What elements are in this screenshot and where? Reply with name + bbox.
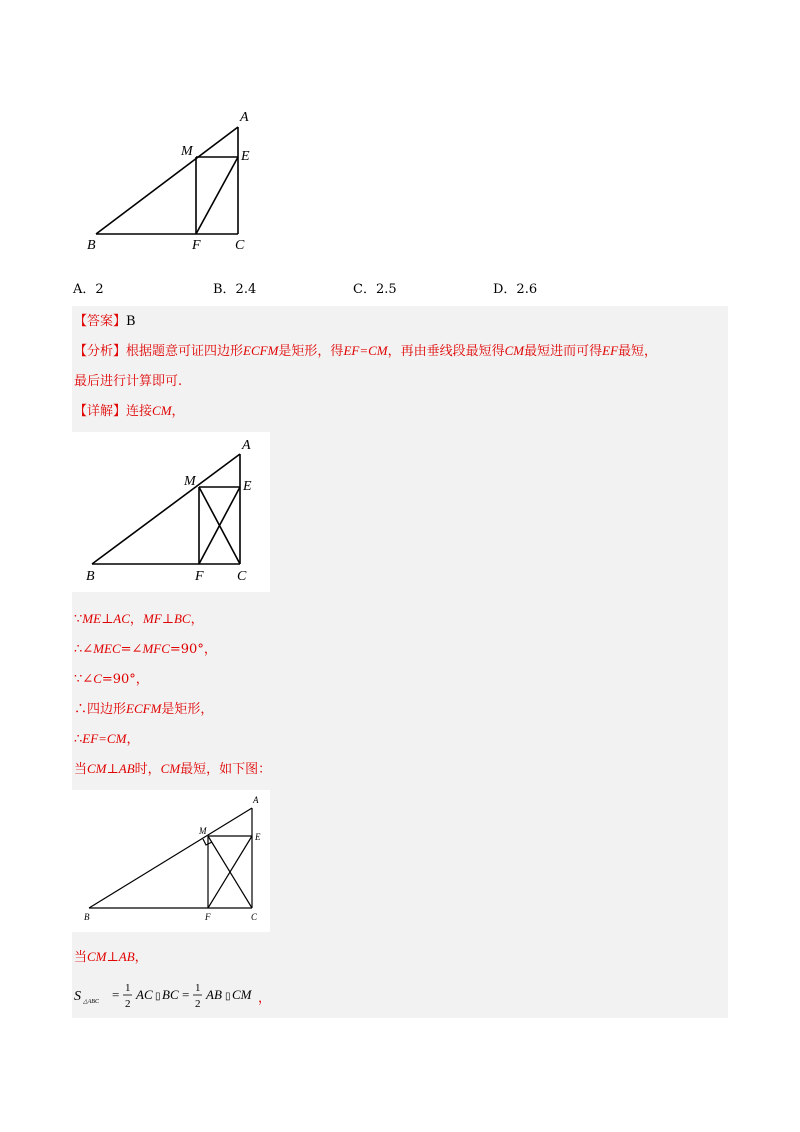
option-b[interactable]: B．2.4	[213, 282, 257, 297]
because-symbol: ∵	[74, 612, 83, 627]
analysis-math: EF	[602, 343, 619, 358]
formula-numerator: 1	[125, 982, 131, 994]
figure-triangle-3	[72, 790, 270, 932]
step-text: 当	[74, 762, 88, 777]
label-a: A	[253, 795, 259, 805]
step-5	[74, 728, 139, 747]
formula-box: ▯	[225, 991, 231, 1002]
formula-denominator: 2	[195, 998, 201, 1010]
step-text: ∠	[82, 642, 94, 657]
step-text: ，	[129, 612, 143, 627]
detail-tag: 【详解】	[74, 404, 127, 419]
detail-text: ，	[171, 404, 185, 419]
step-text: 最短，如下图：	[180, 762, 272, 777]
label-f: F	[205, 912, 211, 922]
because-symbol: ∵	[74, 672, 83, 687]
analysis-line-2: 最后进行计算即可.	[74, 374, 183, 389]
step-math: ME	[82, 611, 102, 626]
step-text: ⊥	[106, 950, 119, 965]
answer-options	[73, 278, 633, 298]
step-3	[74, 668, 149, 687]
step-text: =∠	[120, 642, 143, 657]
step-math: MEC	[93, 641, 121, 656]
formula-equals: =	[112, 987, 120, 1002]
step-text: 四边形	[87, 702, 127, 717]
formula-ac: AC	[136, 987, 153, 1002]
step-text: ，	[134, 950, 148, 965]
detail-text: 连接	[126, 404, 153, 419]
label-c: C	[237, 569, 247, 584]
step-text: ⊥	[161, 612, 174, 627]
step-math: EF=CM	[82, 731, 127, 746]
step-math: BC	[173, 611, 191, 626]
step-text: 当	[74, 950, 88, 965]
area-formula	[74, 978, 284, 1012]
figure-triangle-2	[72, 432, 270, 592]
label-c: C	[251, 912, 258, 922]
step-text: ⊥	[106, 762, 119, 777]
analysis-math: ECFM	[243, 343, 279, 358]
label-m: M	[199, 826, 207, 836]
step-7	[74, 946, 148, 965]
label-c: C	[235, 238, 245, 253]
therefore-symbol: ∴	[74, 642, 83, 657]
step-text: ∠	[82, 672, 94, 687]
step-math: MF	[142, 611, 162, 626]
formula-box: ▯	[155, 991, 161, 1002]
step-text: ，	[190, 612, 204, 627]
label-e: E	[241, 149, 250, 164]
step-4	[74, 698, 213, 717]
formula-equals: =	[182, 987, 190, 1002]
step-text: 是矩形，	[161, 702, 214, 717]
formula-cm: CM	[232, 987, 252, 1002]
step-math: AC	[113, 611, 130, 626]
step-text: =90°，	[101, 672, 149, 687]
step-text: 时，	[134, 762, 161, 777]
label-m: M	[181, 144, 193, 159]
step-1	[74, 608, 204, 627]
formula-s: S	[74, 989, 81, 1004]
formula-bc: BC	[162, 987, 179, 1002]
label-e: E	[243, 479, 252, 494]
analysis-text: 最短，	[618, 344, 658, 359]
label-e: E	[255, 832, 261, 842]
analysis-text: 是矩形，得	[278, 344, 344, 359]
analysis-math: CM	[504, 343, 525, 358]
option-a[interactable]: A．2	[73, 282, 104, 297]
formula-comma: ，	[258, 990, 272, 1005]
label-f: F	[195, 569, 204, 584]
analysis-text: 根据题意可证四边形	[126, 344, 244, 359]
answer-tag: 【答案】	[74, 314, 127, 329]
segment-ab	[89, 808, 252, 908]
option-c[interactable]: C．2.5	[353, 282, 397, 297]
label-b: B	[86, 569, 95, 584]
figure-box-3	[72, 790, 270, 932]
formula-svg	[74, 978, 284, 1012]
detail-line	[74, 400, 185, 419]
answer-line	[74, 310, 136, 329]
label-a: A	[242, 438, 251, 453]
label-b: B	[84, 912, 90, 922]
segment-ef	[196, 157, 238, 234]
analysis-line	[74, 340, 657, 359]
segment-ab	[92, 454, 240, 564]
step-math: AB	[118, 949, 135, 964]
analysis-math: EF=CM	[343, 343, 388, 358]
label-b: B	[87, 238, 96, 253]
step-math: MFC	[142, 641, 170, 656]
formula-denominator: 2	[125, 998, 131, 1010]
step-math: CM	[87, 949, 107, 964]
step-math: CM	[87, 761, 107, 776]
step-2	[74, 638, 217, 657]
step-text: ，	[126, 732, 140, 747]
step-math: ECFM	[126, 701, 162, 716]
answer-value: B	[126, 314, 136, 329]
step-math: AB	[118, 761, 135, 776]
figure-box-2	[72, 432, 270, 592]
step-6	[74, 758, 271, 777]
option-d[interactable]: D．2.6	[493, 282, 538, 297]
analysis-tag: 【分析】	[74, 344, 127, 359]
formula-subscript: △ABC	[83, 999, 99, 1005]
step-text: ⊥	[101, 612, 114, 627]
segment-ab	[96, 127, 238, 234]
step-text: =90°，	[169, 642, 217, 657]
formula-numerator: 1	[195, 982, 201, 994]
detail-math: CM	[152, 403, 172, 418]
figure-triangle-1	[80, 105, 260, 255]
label-f: F	[192, 238, 201, 253]
analysis-text: ，再由垂线段最短得	[387, 344, 505, 359]
step-math: CM	[160, 761, 181, 776]
therefore-symbol: ∴	[74, 702, 88, 717]
step-math: C	[93, 671, 102, 686]
label-a: A	[240, 110, 249, 125]
label-m: M	[184, 474, 196, 489]
analysis-text: 最短进而可得	[524, 344, 603, 359]
formula-ab: AB	[206, 987, 222, 1002]
solution-panel	[72, 306, 728, 1018]
therefore-symbol: ∴	[74, 732, 83, 747]
